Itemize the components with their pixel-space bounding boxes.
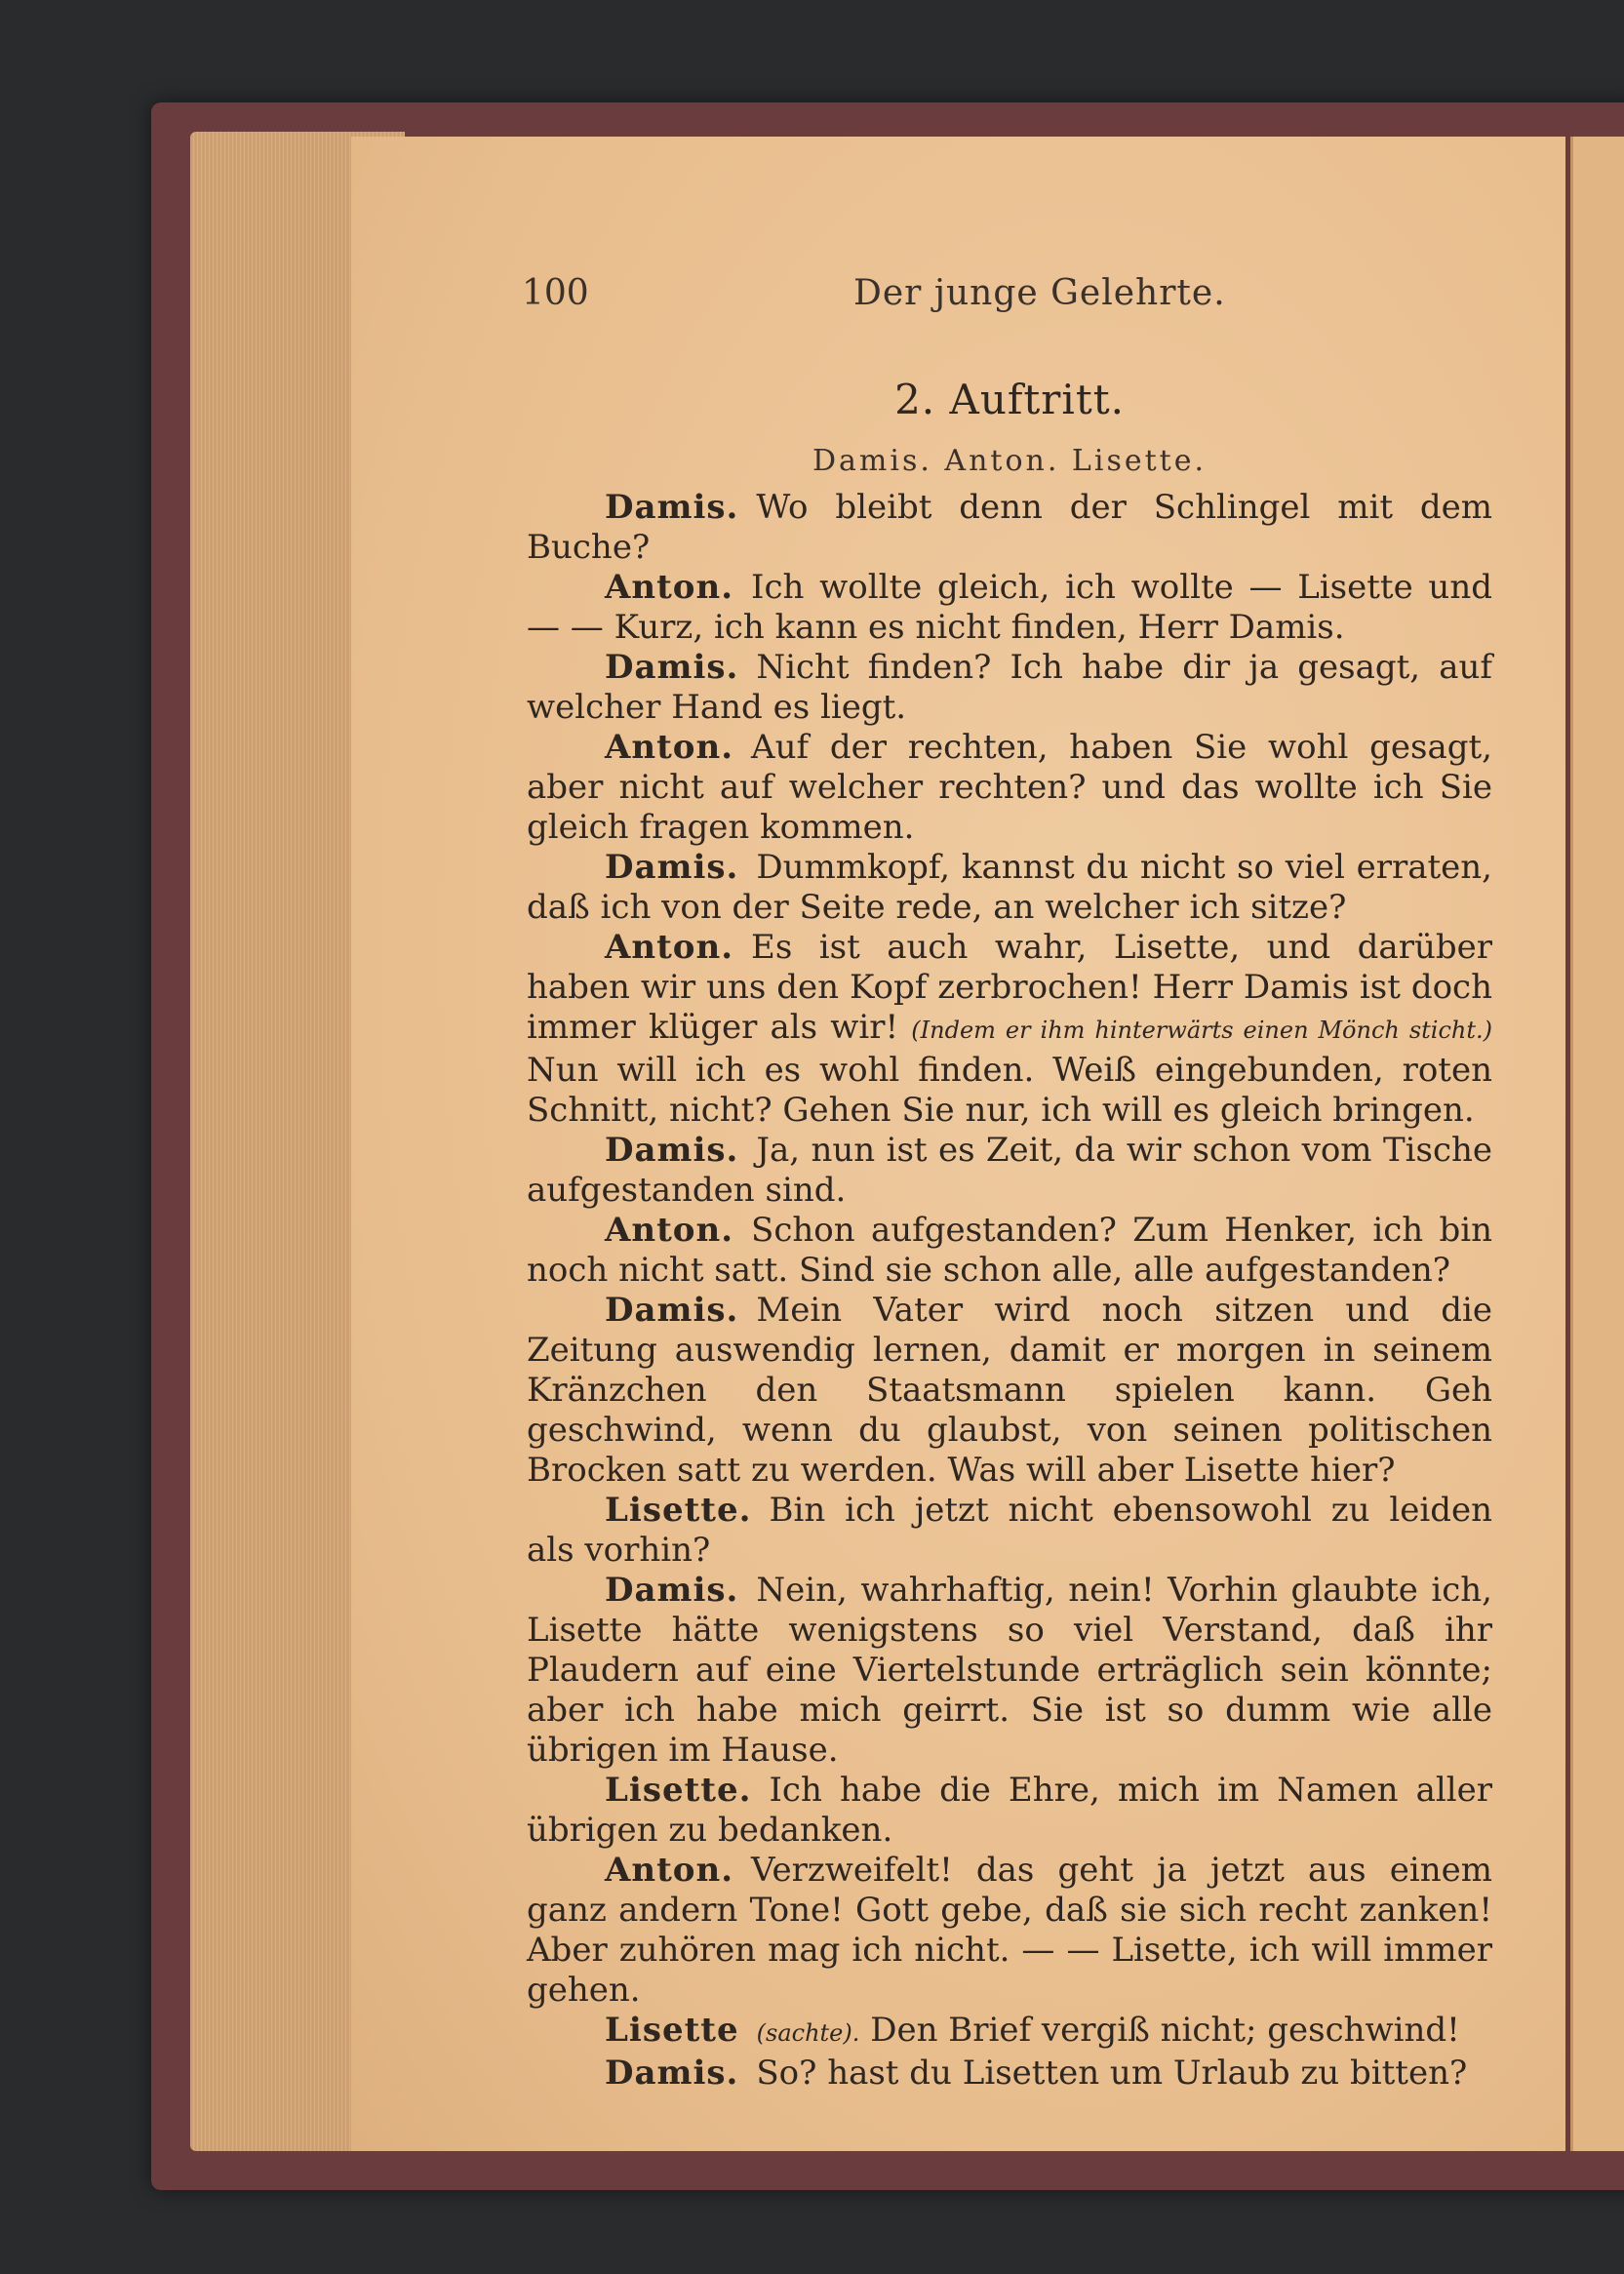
running-title: Der junge Gelehrte. [853, 273, 1226, 313]
speaker-name: Anton. [605, 1851, 734, 1890]
line-text: Ich habe die Ehre, mich im Namen aller übrigen zu bedanken. [527, 1771, 1492, 1850]
speaker-name: Anton. [605, 1211, 734, 1250]
line-text: Den Brief vergiß nicht; geschwind! [870, 2011, 1460, 2050]
speaker-name: Lisette [605, 2011, 739, 2050]
line-text: Ich wollte gleich, ich wollte — Lisette und — — Kurz, ich kann es nicht finden, Herr Damis. [527, 568, 1492, 647]
speaker-name: Lisette. [605, 1491, 752, 1530]
line-text: Verzweifelt! das geht ja jetzt aus einem ganz andern Tone! Gott gebe, daß sie sich recht zanken! Aber zuhören mag ich nicht. — — Lisette, ich will immer gehen. [527, 1851, 1492, 2010]
line-text: Ja, nun ist es Zeit, da wir schon vom Tische aufgestanden sind. [527, 1131, 1492, 1210]
speaker-name: Anton. [605, 728, 734, 767]
line-text: Nicht finden? Ich habe dir ja gesagt, auf welcher Hand es liegt. [527, 648, 1492, 727]
dialogue-line [527, 2054, 1492, 2094]
speaker-name: Damis. [605, 1291, 739, 1330]
dialogue-line [527, 488, 1492, 568]
speaker-name: Damis. [605, 2054, 739, 2093]
stage-direction: (sachte). [756, 2019, 860, 2047]
dialogue-line [527, 1771, 1492, 1851]
dialogue-line [527, 648, 1492, 728]
line-text: Auf der rechten, haben Sie wohl gesagt, aber nicht auf welcher rechten? und das wollte ich Sie gleich fragen kommen. [527, 728, 1492, 847]
line-text: Bin ich jetzt nicht ebensowohl zu leiden als vorhin? [527, 1491, 1492, 1570]
dialogue-line [527, 728, 1492, 848]
speaker-name: Anton. [605, 568, 734, 607]
scene-title: 2. Auftritt. [894, 376, 1125, 423]
dialogue-line [527, 848, 1492, 928]
line-text: Nun will ich es wohl finden. Weiß eingebunden, roten Schnitt, nicht? Gehen Sie nur, ich will es gleich bringen. [527, 1051, 1492, 1130]
line-text: Mein Vater wird noch sitzen und die Zeitung auswendig lernen, damit er morgen in seinem Kränzchen den Staatsmann spielen kann. Geh geschwind, wenn du glaubst, von seinen politischen Brocken satt zu werden. Was will aber Lisette hier? [527, 1291, 1492, 1490]
stage-direction: (Indem er ihm hinterwärts einen Mönch sticht.) [911, 1017, 1492, 1044]
line-text: Es ist auch wahr, Lisette, und darüber haben wir uns den Kopf zerbrochen! Herr Damis ist doch immer klüger als wir! [527, 928, 1492, 1047]
dialogue-line [527, 1211, 1492, 1291]
dialogue-line [527, 928, 1492, 1131]
line-text: Schon aufgestanden? Zum Henker, ich bin noch nicht satt. Sind sie schon alle, alle aufgestanden? [527, 1211, 1492, 1290]
line-text: Dummkopf, kannst du nicht so viel erraten, daß ich von der Seite rede, an welcher ich sitze? [527, 848, 1492, 927]
dialogue-line [527, 1131, 1492, 1211]
dialogue-line [527, 1491, 1492, 1571]
line-text: So? hast du Lisetten um Urlaub zu bitten? [756, 2054, 1468, 2093]
dialogue-line [527, 1291, 1492, 1491]
speaker-name: Damis. [605, 488, 739, 527]
dialogue-text [527, 488, 1492, 2094]
dialogue-line [527, 1851, 1492, 2011]
speaker-name: Lisette. [605, 1771, 752, 1810]
dialogue-line [527, 2011, 1492, 2054]
page-number: 100 [522, 273, 589, 313]
speaker-name: Damis. [605, 1131, 739, 1170]
line-text: Nein, wahrhaftig, nein! Vorhin glaubte ich, Lisette hätte wenigstens so viel Verstand, daß ihr Plaudern auf eine Viertelstunde erträglich sein könnte; aber ich habe mich geirrt. Sie ist so dumm wie alle übrigen im Hause. [527, 1571, 1492, 1770]
speaker-name: Damis. [605, 648, 739, 687]
speaker-name: Anton. [605, 928, 734, 967]
speaker-name: Damis. [605, 1571, 739, 1610]
character-list: Damis. Anton. Lisette. [812, 444, 1207, 478]
page-header [522, 273, 1497, 322]
speaker-name: Damis. [605, 848, 739, 887]
line-text: Wo bleibt denn der Schlingel mit dem Buche? [527, 488, 1492, 567]
dialogue-line [527, 1571, 1492, 1771]
dialogue-line [527, 568, 1492, 648]
facing-page-edge [1570, 137, 1624, 2151]
